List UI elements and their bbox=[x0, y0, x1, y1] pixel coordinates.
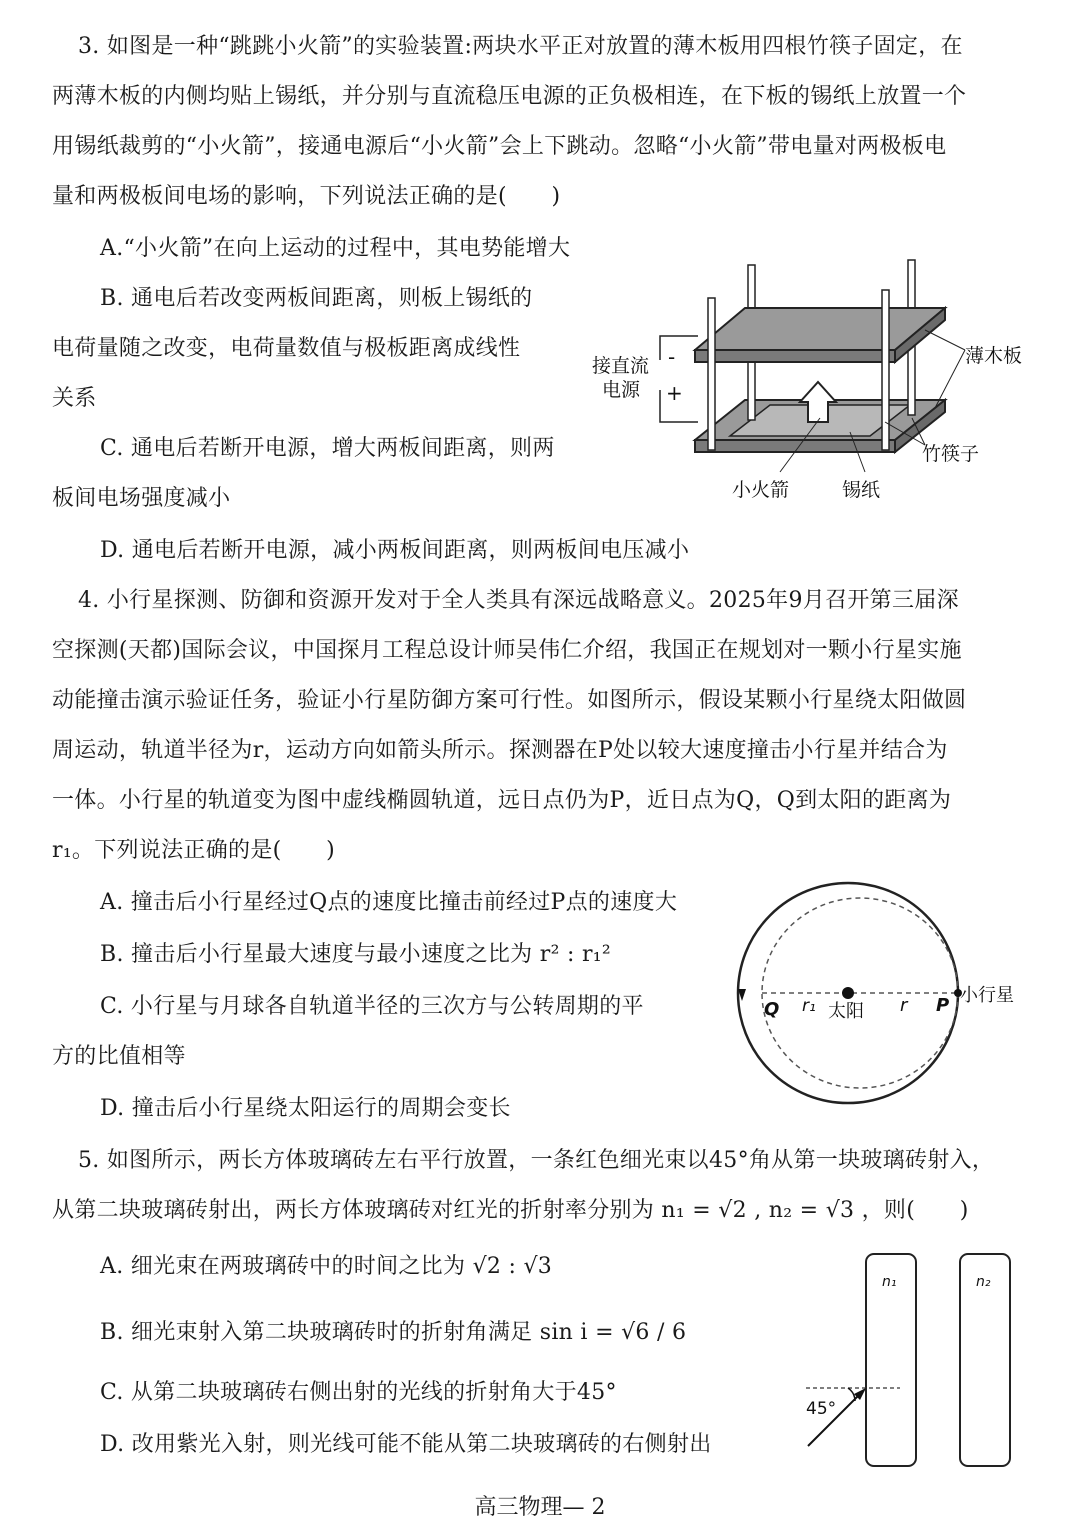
q4-figure bbox=[720, 875, 1070, 1115]
q3-option-b: B. 通电后若改变两板间距离，则板上锡纸的 bbox=[100, 286, 533, 311]
page-footer: 高三物理— 2 bbox=[474, 1495, 606, 1520]
q4-option-a: A. 撞击后小行星经过Q点的速度比撞击前经过P点的速度大 bbox=[100, 890, 678, 915]
q3-figure bbox=[580, 250, 1050, 520]
label-q: Q bbox=[764, 999, 780, 1020]
power-label-2: 电源 bbox=[602, 379, 641, 401]
minus-sign: - bbox=[668, 345, 676, 369]
q5-option-c: C. 从第二块玻璃砖右侧出射的光线的折射角大于45° bbox=[100, 1380, 617, 1405]
q3-option-c-cont: 板间电场强度减小 bbox=[52, 486, 231, 511]
label-r: r bbox=[900, 995, 908, 1016]
q5-option-b: B. 细光束射入第二块玻璃砖时的折射角满足 sin i = √6 / 6 bbox=[100, 1320, 687, 1345]
q3-line-2: 两薄木板的内侧均贴上锡纸，并分别与直流稳压电源的正负极相连，在下板的锡纸上放置一个 bbox=[52, 84, 967, 109]
q4-option-c: C. 小行星与月球各自轨道半径的三次方与公转周期的平 bbox=[100, 994, 644, 1019]
label-sun: 太阳 bbox=[828, 1001, 864, 1022]
q4-line-6: r₁。下列说法正确的是( ) bbox=[52, 838, 336, 863]
q3-line-4: 量和两极板间电场的影响，下列说法正确的是( ) bbox=[52, 184, 561, 209]
q5-option-a: A. 细光束在两玻璃砖中的时间之比为 √2 : √3 bbox=[100, 1254, 553, 1279]
q4-option-c-cont: 方的比值相等 bbox=[52, 1044, 186, 1069]
q4-line-3: 动能撞击演示验证任务，验证小行星防御方案可行性。如图所示，假设某颗小行星绕太阳做圆 bbox=[52, 688, 967, 713]
q5-figure bbox=[800, 1248, 1040, 1478]
label-angle: 45° bbox=[806, 1399, 837, 1419]
q3-option-b-cont2: 关系 bbox=[52, 386, 97, 411]
power-label-1: 接直流 bbox=[592, 355, 650, 377]
q3-option-a: A.“小火箭”在向上运动的过程中，其电势能增大 bbox=[100, 236, 571, 261]
label-asteroid: 小行星 bbox=[960, 985, 1014, 1006]
q3-option-b-cont: 电荷量随之改变，电荷量数值与极板距离成线性 bbox=[52, 336, 521, 361]
q3-line-1: 3. 如图是一种“跳跳小火箭”的实验装置:两块水平正对放置的薄木板用四根竹筷子固定，在 bbox=[78, 34, 963, 59]
q3-option-d: D. 通电后若断开电源，减小两板间距离，则两板间电压减小 bbox=[100, 538, 690, 563]
q3-option-c: C. 通电后若断开电源，增大两板间距离，则两 bbox=[100, 436, 555, 461]
label-p: P bbox=[936, 995, 950, 1016]
q4-option-b: B. 撞击后小行星最大速度与最小速度之比为 r² : r₁² bbox=[100, 942, 612, 967]
chopstick-label: 竹筷子 bbox=[922, 443, 980, 465]
q5-line-1: 5. 如图所示，两长方体玻璃砖左右平行放置，一条红色细光束以45°角从第一块玻璃砖射入， bbox=[78, 1148, 995, 1173]
q4-line-4: 周运动，轨道半径为r，运动方向如箭头所示。探测器在P处以较大速度撞击小行星并结合为 bbox=[52, 738, 948, 763]
board-label: 薄木板 bbox=[965, 345, 1023, 367]
q3-line-3: 用锡纸裁剪的“小火箭”，接通电源后“小火箭”会上下跳动。忽略“小火箭”带电量对两极板电 bbox=[52, 134, 947, 159]
rocket-label: 小火箭 bbox=[732, 479, 790, 501]
sun-dot bbox=[842, 987, 854, 999]
label-n2: n₂ bbox=[976, 1274, 991, 1290]
q4-option-d: D. 撞击后小行星绕太阳运行的周期会变长 bbox=[100, 1096, 511, 1121]
q5-line-2: 从第二块玻璃砖射出，两长方体玻璃砖对红光的折射率分别为 n₁ = √2 , n₂ = √3 ，则( ) bbox=[52, 1198, 969, 1223]
label-r1: r₁ bbox=[802, 996, 816, 1016]
foil-label: 锡纸 bbox=[842, 479, 881, 501]
label-n1: n₁ bbox=[882, 1274, 897, 1290]
q5-option-d: D. 改用紫光入射，则光线可能不能从第二块玻璃砖的右侧射出 bbox=[100, 1432, 712, 1457]
plus-sign: + bbox=[666, 381, 683, 405]
q4-line-2: 空探测(天都)国际会议，中国探月工程总设计师吴伟仁介绍，我国正在规划对一颗小行星实施 bbox=[52, 638, 962, 663]
q4-line-1: 4. 小行星探测、防御和资源开发对于全人类具有深远战略意义。2025年9月召开第三届深 bbox=[78, 588, 959, 613]
q4-line-5: 一体。小行星的轨道变为图中虚线椭圆轨道，远日点仍为P，近日点为Q，Q到太阳的距离为 bbox=[52, 788, 952, 813]
